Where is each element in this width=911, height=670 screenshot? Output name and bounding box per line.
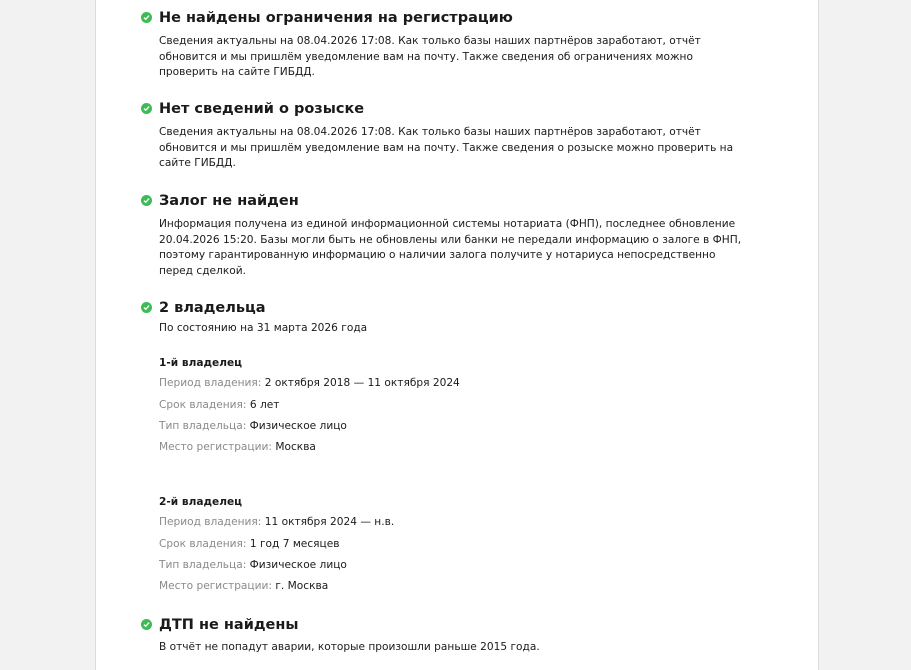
- pledge-section: [96, 191, 818, 277]
- owner-period-row: Период владения: 2 октября 2018 — 11 октября 2024: [159, 377, 460, 389]
- owner-heading: 1-й владелец: [159, 357, 243, 369]
- section-title: 2 владельца: [159, 300, 266, 316]
- check-circle-icon: [141, 619, 152, 630]
- wanted-section: [96, 99, 818, 170]
- section-text: В отчёт не попадут аварии, которые произошли раньше 2015 года.: [159, 641, 540, 653]
- section-text: Информация получена из единой информационной системы нотариата (ФНП), последнее обновление 20.04.2026 15:20. Базы могли быть не обновлены или банки не передали информацию о залоге в ФНП, поэтому гарантированную информацию о наличии залога получите у нотариуса непосредственно перед сделкой.: [159, 218, 742, 277]
- accidents-section: [96, 615, 818, 653]
- owner-term-row: Срок владения: 6 лет: [159, 399, 280, 411]
- owner-heading: 2-й владелец: [159, 496, 243, 508]
- check-circle-icon: [141, 302, 152, 313]
- section-text: Сведения актуальны на 08.04.2026 17:08. Как только базы наших партнёров заработают, отчёт обновится и мы пришлём уведомление вам на почту. Также сведения о розыске можно проверить на сайте ГИБДД.: [159, 126, 734, 170]
- check-circle-icon: [141, 12, 152, 23]
- section-title: ДТП не найдены: [159, 617, 299, 633]
- owner-place-row: Место регистрации: г. Москва: [159, 580, 329, 592]
- section-title: Залог не найден: [159, 193, 299, 209]
- section-text: Сведения актуальны на 08.04.2026 17:08. Как только базы наших партнёров заработают, отчёт обновится и мы пришлём уведомление вам на почту. Также сведения об ограничениях можно проверить на сайте ГИБДД.: [159, 35, 701, 79]
- report-panel: [95, 0, 819, 670]
- section-title: Не найдены ограничения на регистрацию: [159, 10, 513, 26]
- registration-restrictions-section: [96, 8, 818, 79]
- owner-type-row: Тип владельца: Физическое лицо: [159, 420, 347, 432]
- owner-type-row: Тип владельца: Физическое лицо: [159, 559, 347, 571]
- owner-place-row: Место регистрации: Москва: [159, 441, 316, 453]
- owners-section: [96, 298, 818, 592]
- owner-term-row: Срок владения: 1 год 7 месяцев: [159, 538, 340, 550]
- check-circle-icon: [141, 103, 152, 114]
- section-title: Нет сведений о розыске: [159, 101, 365, 117]
- check-circle-icon: [141, 195, 152, 206]
- owner-period-row: Период владения: 11 октября 2024 — н.в.: [159, 516, 395, 528]
- owners-date: По состоянию на 31 марта 2026 года: [159, 322, 368, 334]
